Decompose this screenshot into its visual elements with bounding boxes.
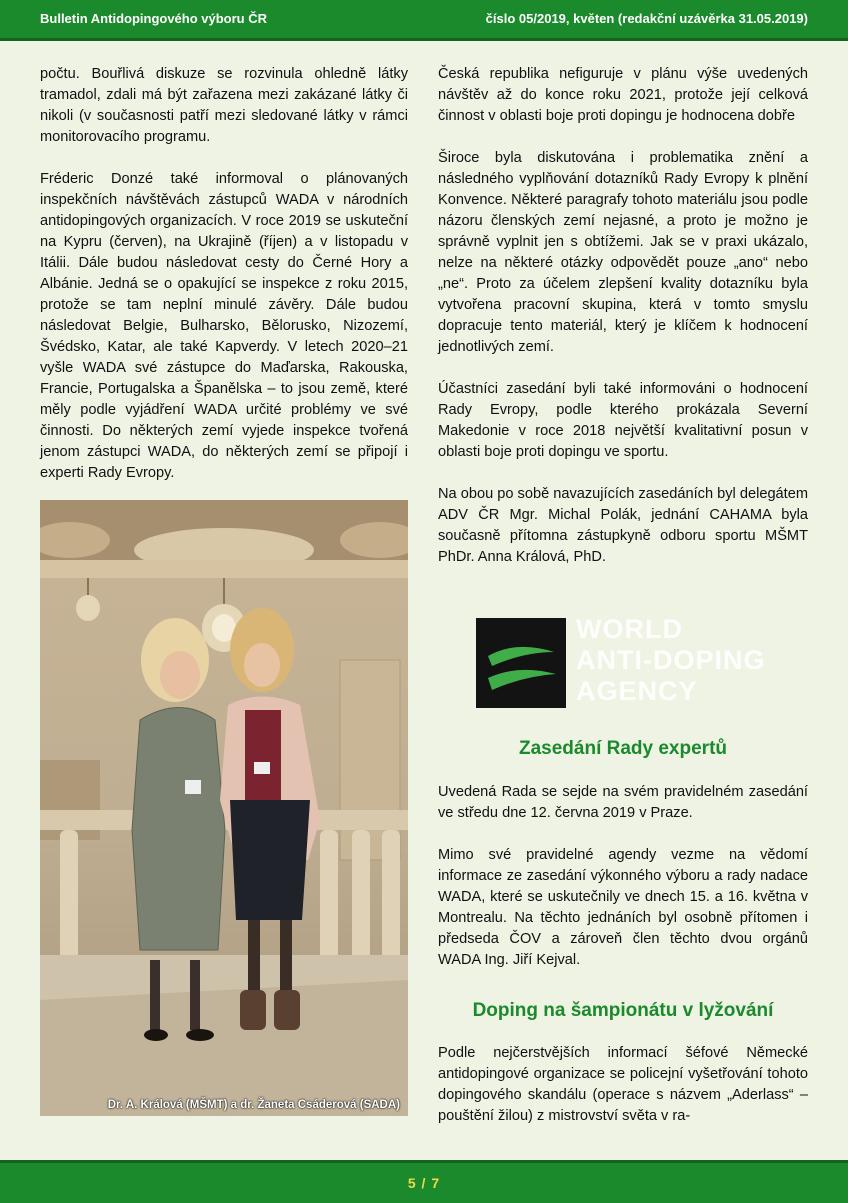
paragraph: Fréderic Donzé také informoval o plánovaných inspekčních návštěvách zástupců WADA v národních antidopingových organizacích. V roce 2019 se uskuteční na Kypru (červen), na Ukrajině (říjen) a v listopadu v Itálii. Dále budou následovat cesty do Černé Hory a Albánie. Jedná se o opakující se inspekce z roku 2015, protože se tam neplní minulé závěry. Dále budou následovat Belgie, Bulharsko, Bělorusko, Nizozemí, Švédsko, Katar, ale také Kapverdy. V letech 2020–21 vyšle WADA své zástupce do Maďarska, Rakouska, Francie, Portugalska a Španělska – to jsou země, které měly podle vyjádření WADA určité problémy ve své činnosti. Do některých zemí vyjede inspekce tvořená jenom zástupci WADA, do některých zemí se připojí i experti Rady Evropy.	[40, 171, 408, 481]
photo-caption: Dr. A. Králová (MŠMT) a dr. Žaneta Csáderová (SADA)	[107, 1099, 400, 1111]
section-heading: Doping na šampionátu v lyžování	[472, 1000, 774, 1021]
page-header	[0, 0, 848, 41]
paragraph: Podle nejčerstvějších informací šéfové Německé antidopingové organizace se policejní vyšetřování tohoto dopingového skandálu (operace s názvem „Aderlass“ – pouštění žilou) z mistrovství světa v ra-	[438, 1045, 808, 1124]
paragraph: Široce byla diskutována i problematika znění a následného vyplňování dotazníků Rady Evropy k plnění Konvence. Některé paragrafy tohoto materiálu jsou podle názoru členských zemí nejasné, a proto je možno je správně vyplnit jen s obtížemi. Jak se v praxi ukázalo, nelze na některé otázky odpovědět pouze „ano“ nebo „ne“. Proto za účelem zlepšení kvality dotazníku byla vytvořena pracovní skupina, která v tomto smyslu dopracuje tento materiál, který je klíčem k hodnocení jednotlivých zemí.	[438, 150, 808, 355]
photo-illustration	[40, 500, 408, 1116]
paragraph: Na obou po sobě navazujících zasedáních byl delegátem ADV ČR Mgr. Michal Polák, jednání CAHAMA byla současně přítomna zástupkyně odboru sportu MŠMT PhDr. Anna Králová, PhD.	[438, 486, 808, 565]
paragraph: Česká republika nefiguruje v plánu výše uvedených návštěv až do konce roku 2021, protože její celková činnost v oblasti boje proti dopingu je hodnocena dobře	[438, 66, 808, 124]
wada-logo-text: WORLD ANTI-DOPING AGENCY	[576, 614, 766, 706]
page-number: 5 / 7	[407, 1175, 441, 1191]
paragraph: Uvedená Rada se sejde na svém pravidelném zasedání ve středu dne 12. června 2019 v Praze.	[438, 784, 808, 821]
paragraph: Účastníci zasedání byli také informováni o hodnocení Rady Evropy, podle kterého prokázala Severní Makedonie v roce 2018 největší kvalitativní posun v oblasti boje proti dopingu ve sportu.	[438, 381, 808, 460]
section-body	[438, 782, 808, 992]
section-body	[438, 1043, 808, 1148]
bulletin-title: Bulletin Antidopingového výboru ČR	[40, 11, 268, 26]
section-heading: Zasedání Rady expertů	[518, 738, 728, 759]
paragraph: počtu. Bouřlivá diskuze se rozvinula ohledně látky tramadol, zdali má být zařazena mezi zakázané látky či nikoli (v současnosti patří mezi sledované látky v rámci monitorovacího programu.	[40, 66, 408, 145]
left-column	[40, 64, 408, 505]
issue-info: číslo 05/2019, květen (redakční uzávěrka 31.05.2019)	[485, 11, 808, 26]
event-photo	[40, 500, 408, 1116]
wada-logo-icon	[476, 618, 566, 708]
page-footer	[0, 1160, 848, 1203]
paragraph: Mimo své pravidelné agendy vezme na vědomí informace ze zasedání výkonného výboru a rady nadace WADA, které se uskutečnily ve dnech 15. a 16. května v Montrealu. Na těchto jednáních byl osobně přítomen i předseda ČOV a zároveň člen těchto dvou orgánů WADA Ing. Jiří Kejval.	[438, 847, 808, 968]
right-column	[438, 64, 808, 589]
